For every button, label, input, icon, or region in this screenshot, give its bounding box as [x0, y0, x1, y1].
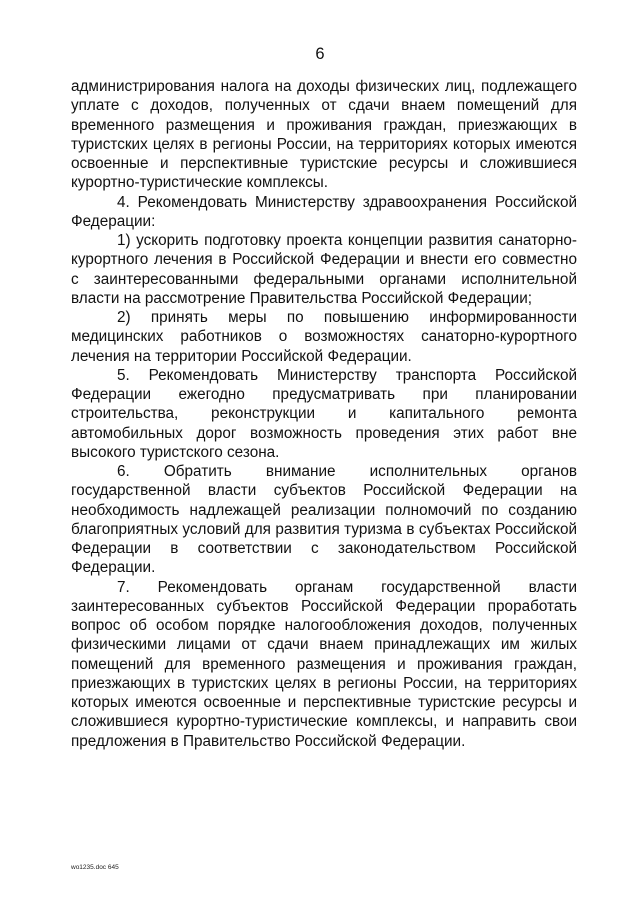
document-footer-code: wo1235.doc 645 — [71, 864, 119, 871]
paragraph-item-5: 5. Рекомендовать Министерству транспорта Российской Федерации ежегодно предусматривать при планировании строительства, реконструкции и капитального ремонта автомобильных дорог возможность проведения этих работ вне высокого туристского сезона. — [71, 366, 577, 461]
paragraph-continuation: администрирования налога на доходы физических лиц, подлежащего уплате с доходов, полученных от сдачи внаем помещений для временного размещения и проживания граждан, приезжающих в туристских целях в регионы России, на территориях которых имеются освоенные и перспективные туристские ресурсы и сложившиеся курортно-туристические комплексы. — [71, 78, 577, 192]
page-number: 6 — [315, 45, 325, 63]
paragraph-item-7: 7. Рекомендовать органам государственной власти заинтересованных субъектов Российской Федерации проработать вопрос об особом порядке налогообложения доходов, полученных физическими лицами от сдачи внаем принадлежащих им жилых помещений для временного размещения и проживания граждан, приезжающих в туристских целях в регионы России, на территориях которых имеются освоенные и перспективные туристские ресурсы и сложившиеся курортно-туристические комплексы, и направить свои предложения в Правительство Российской Федерации. — [71, 578, 577, 750]
document-body — [71, 77, 577, 751]
paragraph-item-4-2: 2) принять меры по повышению информированности медицинских работников о возможностях санаторно-курортного лечения на территории Российской Федерации. — [71, 309, 577, 365]
paragraph-item-4: 4. Рекомендовать Министерству здравоохранения Российской Федерации: — [71, 193, 577, 230]
paragraph-item-6: 6. Обратить внимание исполнительных органов государственной власти субъектов Российской Федерации на необходимость надлежащей реализации полномочий по созданию благоприятных условий для развития туризма в субъектах Российской Федерации в соответствии с законодательством Российской Федерации. — [71, 463, 577, 577]
paragraph-item-4-1: 1) ускорить подготовку проекта концепции развития санаторно-курортного лечения в Российской Федерации и внести его совместно с заинтересованными федеральными органами исполнительной власти на рассмотрение Правительства Российской Федерации; — [71, 232, 577, 307]
